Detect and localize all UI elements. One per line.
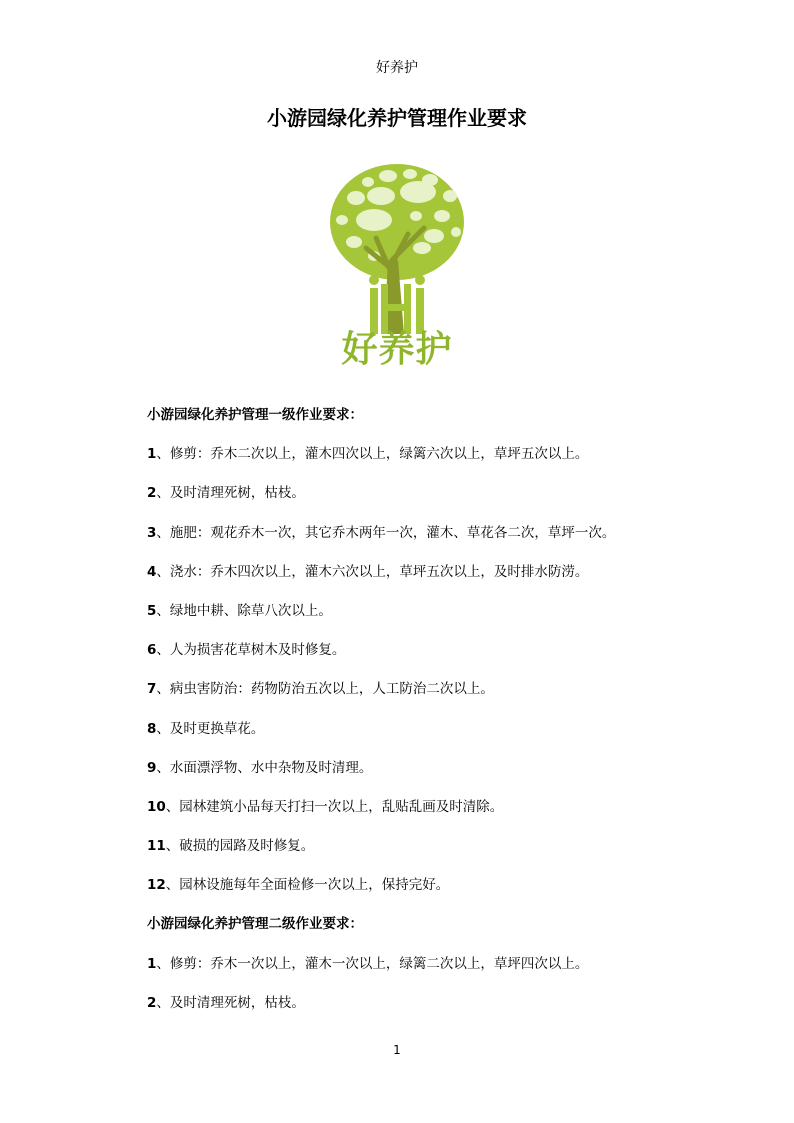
page-number: 1 xyxy=(393,1043,401,1057)
logo-wordmark: 好养护 xyxy=(341,329,453,370)
item-text: 、园林建筑小品每天打扫一次以上，乱贴乱画及时清除。 xyxy=(165,798,504,815)
section-heading: 小游园绿化养护管理一级作业要求： xyxy=(147,407,363,423)
list-item xyxy=(147,676,667,715)
list-item xyxy=(147,951,667,990)
list-item xyxy=(147,755,667,794)
item-text: 、人为损害花草树木及时修复。 xyxy=(156,642,346,659)
list-item xyxy=(147,598,667,637)
list-item xyxy=(147,441,667,480)
page-header: 好养护 xyxy=(376,60,418,76)
list-item xyxy=(147,833,667,872)
list-item xyxy=(147,480,667,519)
item-text: 、修剪：乔木二次以上，灌木四次以上，绿篱六次以上，草坪五次以上。 xyxy=(156,446,589,463)
item-number: 11 xyxy=(147,838,166,855)
item-text: 、及时更换草花。 xyxy=(156,720,265,737)
item-text: 、施肥：观花乔木一次，其它乔木两年一次，灌木、草花各二次，草坪一次。 xyxy=(156,524,616,541)
item-number: 10 xyxy=(147,798,166,815)
tree-logo-icon xyxy=(326,164,468,336)
item-text: 、破损的园路及时修复。 xyxy=(165,838,315,855)
document-body xyxy=(147,402,667,1029)
item-text: 、及时清理死树，枯枝。 xyxy=(156,994,305,1011)
item-number: 9 xyxy=(147,759,157,776)
list-item xyxy=(147,794,667,833)
item-text: 、水面漂浮物、水中杂物及时清理。 xyxy=(156,759,373,776)
brand-logo xyxy=(326,164,468,382)
list-item xyxy=(147,716,667,755)
item-number: 3 xyxy=(147,524,157,541)
item-number: 6 xyxy=(147,642,157,659)
list-item xyxy=(147,990,667,1029)
list-item xyxy=(147,872,667,911)
list-item xyxy=(147,520,667,559)
list-item xyxy=(147,637,667,676)
item-number: 1 xyxy=(147,446,157,463)
document-title: 小游园绿化养护管理作业要求 xyxy=(267,106,527,130)
section-heading: 小游园绿化养护管理二级作业要求： xyxy=(147,916,363,933)
item-text: 、浇水：乔木四次以上，灌木六次以上，草坪五次以上，及时排水防涝。 xyxy=(156,563,589,580)
item-number: 1 xyxy=(147,955,157,972)
list-item xyxy=(147,559,667,598)
item-number: 4 xyxy=(147,563,157,580)
item-number: 2 xyxy=(147,485,157,502)
item-number: 7 xyxy=(147,681,157,698)
item-number: 12 xyxy=(147,877,166,894)
item-number: 2 xyxy=(147,994,157,1011)
item-text: 、绿地中耕、除草八次以上。 xyxy=(156,602,332,619)
item-number: 5 xyxy=(147,602,157,619)
item-text: 、病虫害防治：药物防治五次以上，人工防治二次以上。 xyxy=(156,681,494,698)
item-text: 、园林设施每年全面检修一次以上，保持完好。 xyxy=(165,877,450,894)
item-text: 、及时清理死树，枯枝。 xyxy=(156,485,305,502)
item-text: 、修剪：乔木一次以上，灌木一次以上，绿篱二次以上，草坪四次以上。 xyxy=(156,955,589,972)
item-number: 8 xyxy=(147,720,157,737)
